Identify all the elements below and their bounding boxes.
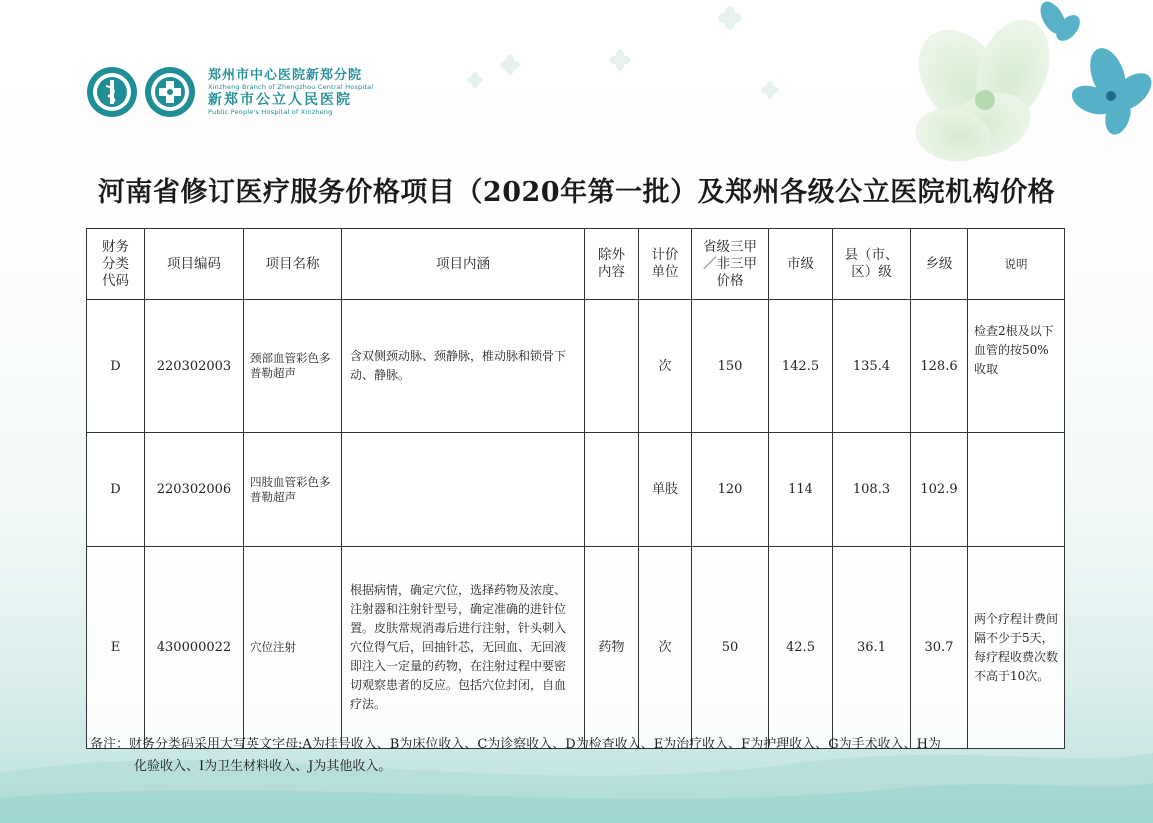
header-code-type: 财务 分类 代码 [87,229,145,300]
header-item-code: 项目编码 [145,229,244,300]
header-item-name: 项目名称 [244,229,342,300]
cell-exclusion [585,300,639,433]
cell-city-price: 42.5 [769,547,833,749]
hospital-name-en-2: Public People's Hospital of Xinzheng [208,107,333,116]
cell-province-price: 50 [692,547,769,749]
cell-unit: 次 [639,300,692,433]
cell-city-price: 114 [769,433,833,547]
header-exclusion: 除外 内容 [585,229,639,300]
cell-code-type: D [87,433,145,547]
cell-code-type: E [87,547,145,749]
hospital-header [86,64,373,120]
cell-item-code: 220302003 [145,300,244,433]
cell-county-price: 36.1 [833,547,911,749]
header-unit: 计价 单位 [639,229,692,300]
hospital-logo-icon [86,66,138,118]
hospital-names [208,69,373,116]
cell-item-name: 穴位注射 [244,547,342,749]
table-header-row [87,229,1065,300]
hospital-name-cn-2: 新郑市公立人民医院 [208,91,352,108]
footnote-line-2: 化验收入、I为卫生材料收入、J为其他收入。 [134,759,392,774]
cell-note [968,433,1065,547]
petal-decoration-icon [440,0,800,120]
cell-item-code: 220302006 [145,433,244,547]
hospital-name-en: Xinzheng Branch of Zhengzhou Central Hospital [208,82,374,91]
cell-unit: 单肢 [639,433,692,547]
footnote [90,734,1070,778]
cell-content: 含双侧颈动脉、颈静脉，椎动脉和锁骨下动、静脉。 [342,300,585,433]
cell-province-price: 150 [692,300,769,433]
header-content: 项目内涵 [342,229,585,300]
cell-province-price: 120 [692,433,769,547]
cell-city-price: 142.5 [769,300,833,433]
table-row [87,300,1065,433]
cell-township-price: 102.9 [911,433,968,547]
header-city-price: 市级 [769,229,833,300]
cell-county-price: 135.4 [833,300,911,433]
cell-note: 检查2根及以下血管的按50%收取 [968,300,1065,433]
branch-logo-icon [144,66,196,118]
cell-township-price: 128.6 [911,300,968,433]
cell-item-name: 四肢血管彩色多普勒超声 [244,433,342,547]
table-row [87,433,1065,547]
flower-decoration-icon [893,0,1153,175]
cell-exclusion: 药物 [585,547,639,749]
header-county-price: 县（市、 区）级 [833,229,911,300]
header-province-price: 省级三甲 ／非三甲 价格 [692,229,769,300]
header-township-price: 乡级 [911,229,968,300]
cell-item-code: 430000022 [145,547,244,749]
cell-note: 两个疗程计费间隔不少于5天，每疗程收费次数不高于10次。 [968,547,1065,749]
table-row [87,547,1065,749]
cell-item-name: 颈部血管彩色多普勒超声 [244,300,342,433]
cell-township-price: 30.7 [911,547,968,749]
cell-content [342,433,585,547]
footnote-line-1: 备注：财务分类码采用大写英文字母:A为挂号收入、B为床位收入、C为诊察收入、D为检查收入、E为治疗收入、F为护理收入、G为手术收入、H为 [90,737,941,752]
cell-code-type: D [87,300,145,433]
header-note: 说明 [968,229,1065,300]
hospital-name-cn: 郑州市中心医院新郑分院 [208,67,363,83]
cell-county-price: 108.3 [833,433,911,547]
cell-content: 根据病情，确定穴位，选择药物及浓度、注射器和注射针型号，确定准确的进针位置。皮肤常规消毒后进行注射，针头刺入穴位得气后，回抽针芯，无回血、无回液即注入一定量的药物，在注射过程中要密切观察患者的反应。包括穴位封闭，自血疗法。 [342,547,585,749]
cell-unit: 次 [639,547,692,749]
page-title: 河南省修订医疗服务价格项目（2020年第一批）及郑州各级公立医院机构价格 [97,177,1056,208]
cell-exclusion [585,433,639,547]
price-table [86,228,1065,749]
